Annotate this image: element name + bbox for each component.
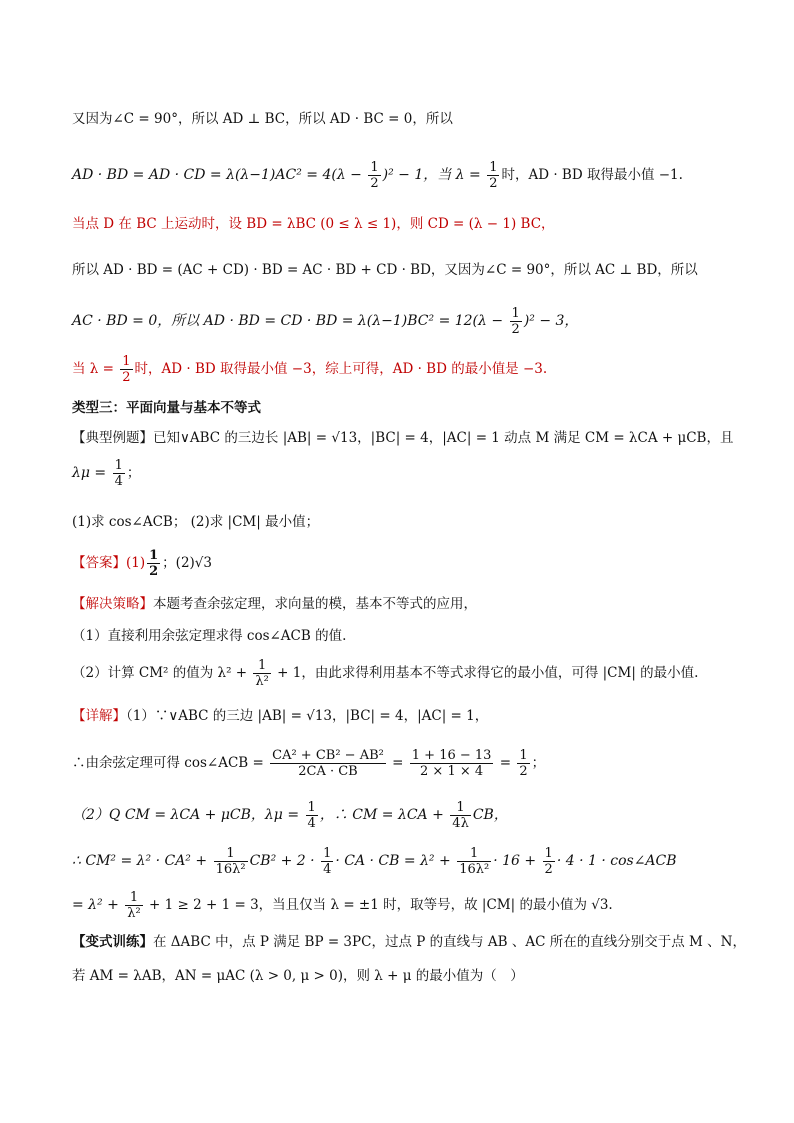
text-line-10: (1)求 cos∠ACB； (2)求 |CM| 最小值； xyxy=(72,514,320,530)
text-line-2: AD · BD = AD · CD = λ(λ−1)AC² = 4(λ − $\frac{1}{2}$ )² − 1，当 λ = $\frac{1}{2}$ 时，AD · BD 取得最小值 −1. xyxy=(72,160,683,191)
fraction: $\frac{1}{\text{16λ²}}$ xyxy=(215,846,246,877)
fraction: $\frac{1}{2}$ xyxy=(122,354,131,385)
text-line-6: 当 λ = $\frac{1}{2}$ 时，AD · BD 取得最小值 −3，综上可得，AD · BD 的最小值是 −3. xyxy=(72,354,548,385)
text-line-20: 【变式训练】在 ΔABC 中，点 P 满足 BP = 3PC，过点 P 的直线与 AB 、AC 所在的直线分别交于点 M 、N， xyxy=(72,934,746,950)
text-line-11: 【答案】(1) $\frac{1}{2}$ ；(2)√3 xyxy=(72,548,212,579)
fraction: $\frac{1}{2}$ xyxy=(370,160,379,191)
fraction: $\frac{1}{4}$ xyxy=(307,800,316,831)
text-line-13: （1）直接利用余弦定理求得 cos∠ACB 的值. xyxy=(72,628,347,644)
text-line-21: 若 AM = λAB，AN = μAC (λ > 0, μ > 0)，则 λ + μ 的最小值为（ ） xyxy=(72,968,524,984)
fraction: $\frac{1}{4}$ xyxy=(323,846,332,877)
text-line-5: AC · BD = 0，所以 AD · BD = CD · BD = λ(λ−1)BC² = 12(λ − $\frac{1}{2}$ )² − 3， xyxy=(72,306,579,337)
fraction: $\frac{1}{4\lambda}$ xyxy=(452,800,469,831)
text-line-1: 又因为∠C = 90°，所以 AD ⊥ BC，所以 AD · BC = 0，所以 xyxy=(72,111,453,127)
text-line-15: 【详解】（1）∵∨ABC 的三边 |AB| = √13，|BC| = 4，|AC| = 1， xyxy=(72,708,489,724)
fraction: $\frac{1}{4}$ xyxy=(114,458,123,489)
text-line-9: λμ = $\frac{1}{4}$ ； xyxy=(72,458,141,489)
text-line-8: 【典型例题】已知∨ABC 的三边长 |AB| = √13，|BC| = 4，|AC| = 1 动点 M 满足 CM = λCA + μCB，且 xyxy=(72,430,734,446)
text-line-14: （2）计算 CM² 的值为 λ² + $\frac{1}{\text{λ²}}$ + 1，由此求得利用基本不等式求得它的最小值，可得 |CM| 的最小值. xyxy=(72,658,699,689)
fraction: $\frac{1}{2}$ xyxy=(511,306,520,337)
text-line-12: 【解决策略】本题考查余弦定理，求向量的模，基本不等式的应用， xyxy=(72,596,477,612)
text-line-19: = λ² + $\frac{1}{\text{λ²}}$ + 1 ≥ 2 + 1 = 3，当且仅当 λ = ±1 时，取等号，故 |CM| 的最小值为 √3. xyxy=(72,890,613,921)
fraction: $\frac{1}{\text{λ²}}$ xyxy=(255,658,269,689)
fraction: $\frac{1}{2}$ xyxy=(489,160,498,191)
fraction: $\frac{1}{2}$ xyxy=(149,548,159,579)
fraction: $\frac{1}{\text{λ²}}$ xyxy=(127,890,141,921)
fraction: $\frac{1}{2}$ xyxy=(519,748,528,779)
text-line-17: （2）Q CM = λCA + μCB，λμ = $\frac{1}{4}$ ，∴ CM = λCA + $\frac{1}{4\lambda}$ CB， xyxy=(72,800,508,831)
text-line-4: 所以 AD · BD = (AC + CD) · BD = AC · BD + CD · BD，又因为∠C = 90°，所以 AC ⊥ BD，所以 xyxy=(72,262,698,278)
section-heading: 类型三：平面向量与基本不等式 xyxy=(72,400,261,416)
text-line-18: ∴ CM² = λ² · CA² + $\frac{1}{\text{16λ²}}$ CB² + 2 · $\frac{1}{4}$ · CA · CB = λ² + $\frac{1}{\text{16λ²}}$ · 16 + $\frac{1}{2}$ · 4 · 1 · cos∠ACB xyxy=(72,846,677,877)
text-line-16: ∴由余弦定理可得 cos∠ACB = $\frac{\text{CA² + CB² − AB²}}{2CA \cdot CB}$ = $\frac{1 + 16 - 13}{2 \times 1 \times 4}$ = $\frac{1}{2}$ ； xyxy=(72,748,546,779)
fraction: $\frac{1}{\text{16λ²}}$ xyxy=(459,846,490,877)
fraction: $\frac{1 + 16 - 13}{2 \times 1 \times 4}$ xyxy=(411,748,492,779)
text-line-3: 当点 D 在 BC 上运动时，设 BD = λBC (0 ≤ λ ≤ 1)，则 CD = (λ − 1) BC， xyxy=(72,216,555,232)
fraction: $\frac{\text{CA² + CB² − AB²}}{2CA \cdot CB}$ xyxy=(272,748,384,779)
fraction: $\frac{1}{2}$ xyxy=(544,846,553,877)
